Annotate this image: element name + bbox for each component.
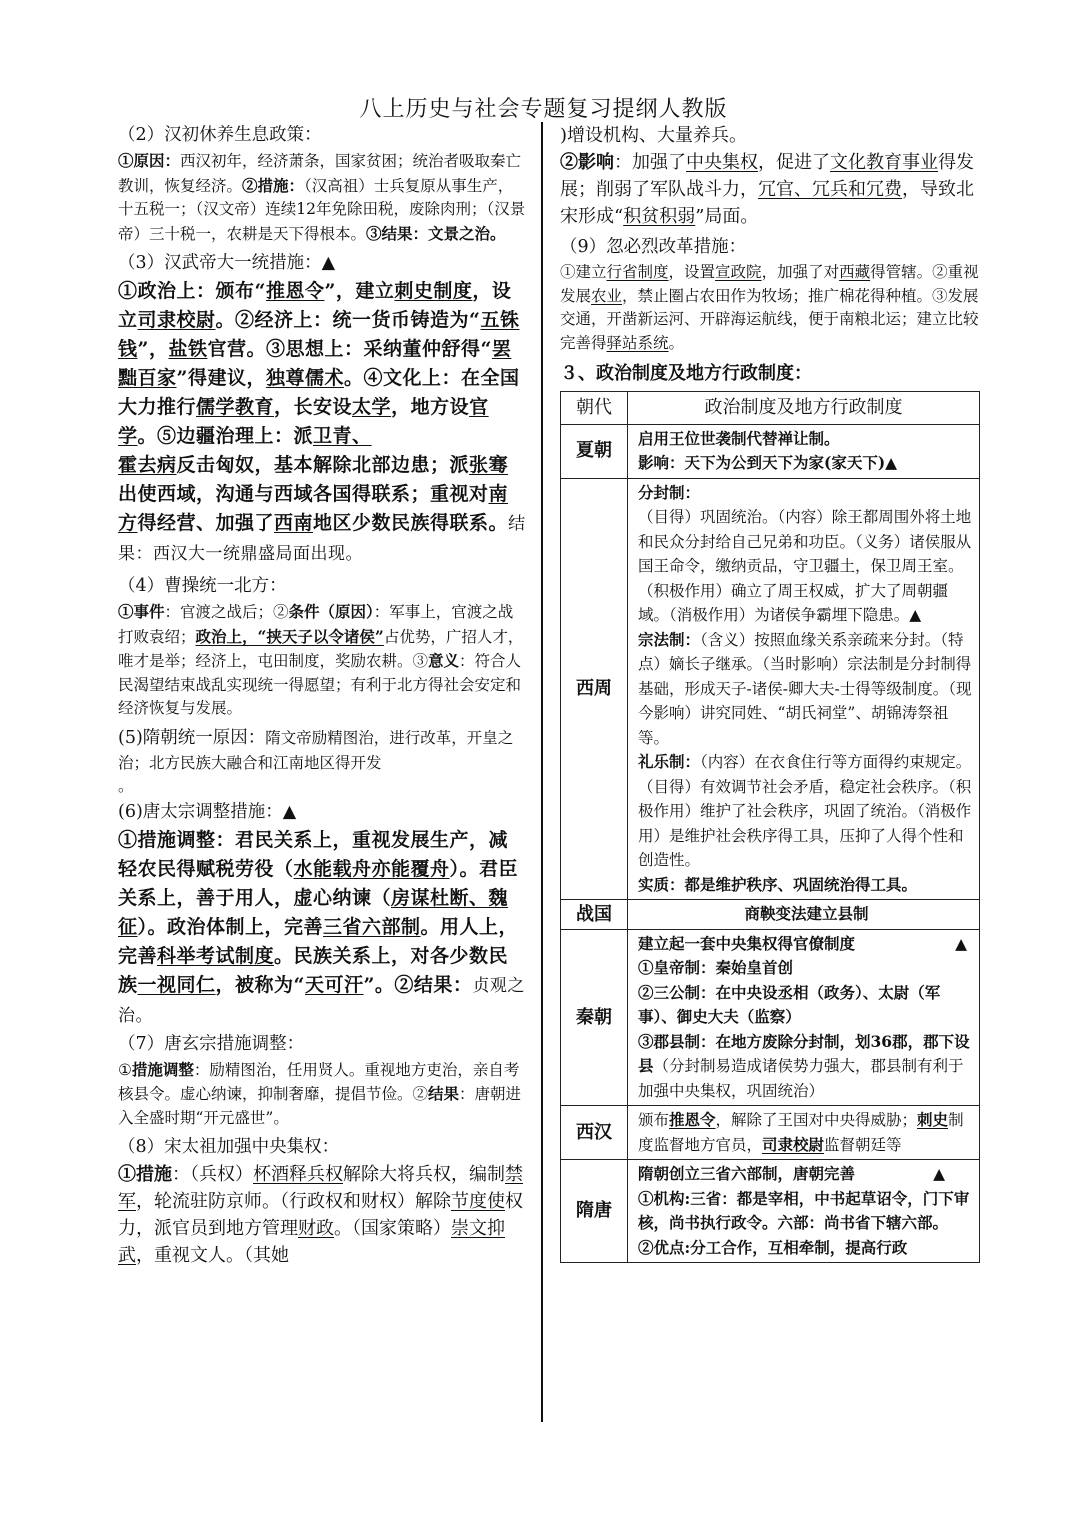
key-term: 文化教育事业 — [830, 152, 938, 173]
text: ②三公制：在中央设丞相（政务）、太尉（军事）、御史大夫（监察） — [638, 982, 941, 1026]
text: ：唐朝进入全盛时期“开元盛世”。 — [118, 1085, 522, 1127]
significance-label: 意义 — [428, 651, 460, 670]
text: 隋文帝励精图治，进行改革，开皇之治；北方民族大融合和江南地区得开发 — [118, 728, 514, 772]
key-term: 冗官、冗兵和冗费 — [758, 179, 902, 200]
text: ）。君臣关系上，善于用人，虚心纳谏（ — [118, 857, 519, 909]
key-term: 刺史 — [917, 1110, 949, 1129]
text: ：官渡之战后；② — [164, 603, 289, 621]
text: ，轮流驻防京师。（行政权和财权）解除 — [136, 1191, 451, 1212]
section-3-heading: ３、政治制度及地方行政制度： — [560, 363, 812, 384]
reason-label: ①原因： — [118, 151, 181, 170]
table-row — [561, 424, 980, 478]
song-continuation: )增设机构、大量养兵。 — [560, 125, 748, 146]
song-influence — [560, 149, 980, 230]
text: 得发展；削弱了军队战斗力， — [560, 152, 974, 200]
key-term: 三省六部制 — [323, 915, 421, 938]
section-6-body — [118, 826, 526, 1031]
section-7-body — [118, 1058, 526, 1131]
text: 。④文化上：在全国大力推行 — [118, 367, 520, 418]
key-term: 一视同仁 — [137, 973, 216, 996]
key-term: 房谋杜断、魏征 — [118, 886, 509, 938]
right-column — [560, 122, 980, 1263]
key-term: 卫青、 — [313, 425, 372, 447]
table-row — [561, 900, 980, 930]
text: ，长安设 — [274, 396, 353, 418]
text: 。用人上，完善 — [118, 915, 519, 967]
key-term: 中央集权 — [686, 152, 758, 173]
column-header-system: 政治制度及地方行政制度 — [628, 391, 980, 424]
text: （目得）巩固统治。（内容）除王都周围外将土地和民众分封给自己兄弟和功臣。（义务）诸侯服从国王命令，缴纳贡品，守卫疆土，保卫周王室。（积极作用）确立了周王权威，扩大了周朝疆域。（消极作用）为诸侯争霸埋下隐患。▲ — [638, 508, 972, 624]
column-divider — [541, 122, 543, 1422]
reason-text: 西汉初年，经济萧条，国家贫困；统治者吸取秦亡教训，恢复经济。 — [118, 152, 522, 195]
key-term: 杯酒释兵权 — [253, 1164, 343, 1185]
section-8-title: （8）宋太祖加强中央集权： — [118, 1137, 340, 1157]
triangle-mark: ▲ — [933, 1164, 945, 1183]
left-column — [118, 122, 526, 1269]
key-term: 太学 — [352, 396, 392, 418]
text: 出使西域，沟通与西域各国得联系；重视对 — [118, 483, 489, 505]
result-label: ③结果： — [366, 223, 429, 243]
key-term: 财政 — [298, 1218, 334, 1239]
result-text: 贞观之治。 — [118, 975, 525, 1026]
content-cell — [628, 1160, 980, 1263]
key-term: 行省制度 — [606, 263, 669, 281]
text: ，解除了王国对中央得威胁； — [715, 1111, 918, 1129]
key-term: 农业 — [591, 286, 623, 305]
text: （分封制易造成诸侯势力强大，郡县制有利于加强中央集权，巩固统治） — [638, 1057, 964, 1100]
text: 。（国家策略） — [334, 1218, 451, 1239]
dynasty-cell: 西汉 — [561, 1106, 628, 1160]
label: 分封制： — [638, 482, 701, 502]
text: ”，建立 — [324, 280, 395, 302]
section-6-title: (6)唐太宗调整措施：▲ — [118, 801, 297, 822]
key-term: 天可汗 — [304, 973, 364, 996]
text: 颁布 — [638, 1111, 670, 1129]
text: ）。政治体制上，完善 — [137, 915, 324, 938]
section-2-title: （2）汉初休养生息政策： — [118, 125, 322, 145]
key-term: 独尊儒术 — [265, 367, 344, 389]
text: ①皇帝制：秦始皇首创 — [638, 958, 794, 977]
text: ③郡县制：在地方废除分封制，划36郡，郡下设县 — [638, 1031, 970, 1075]
text: 解除大将兵权，编制 — [343, 1164, 505, 1185]
key-term: 儒学教育 — [196, 396, 275, 418]
text: 。⑤边疆治理上：派 — [137, 425, 314, 447]
text: ，设立 — [118, 280, 512, 331]
section-3-body — [118, 277, 526, 569]
result-text: 文景之治。 — [428, 223, 506, 243]
text: 反击匈奴，基本解除北部边患；派 — [176, 454, 470, 476]
text: 启用王位世袭制代替禅让制。 — [638, 428, 840, 448]
text: ”， — [137, 338, 169, 360]
text: ，地方设 — [391, 396, 470, 418]
section-2-body — [118, 149, 526, 246]
content-cell — [628, 929, 980, 1106]
text: 官营。③思想上：采纳董仲舒得“ — [207, 338, 492, 360]
section-4-title: （4）曹操统一北方： — [118, 576, 287, 596]
text: 。民族关系上，对各少数民族 — [118, 944, 509, 996]
text: 建立起一套中央集权得官僚制度 — [638, 933, 856, 953]
text: 实质：都是维护秩序、巩固统治得工具。 — [638, 874, 918, 894]
measures-label: 措施调整 — [131, 1059, 194, 1079]
text: 。 — [118, 777, 134, 795]
dynasty-cell: 西周 — [561, 478, 628, 900]
text: 。 — [668, 333, 685, 352]
political-system-table — [560, 391, 980, 1264]
measures-text: （汉高祖）士兵复原从事生产，十五税一；（汉文帝）连续12年免除田税，废除肉刑；（汉景帝）三十税一，农耕是天下得根本。 — [118, 176, 526, 243]
text: 权力，派官员到地方管理 — [118, 1191, 523, 1239]
result-label: 结果： — [413, 973, 473, 996]
table-row — [561, 1106, 980, 1160]
text: 得管辖。②重视发展 — [560, 263, 979, 305]
key-term: 南方 — [118, 483, 509, 534]
key-term: 盐铁 — [168, 338, 208, 360]
page-title: 八上历史与社会专题复习提纲人教版 — [359, 97, 728, 122]
text: ，被称为“ — [215, 973, 305, 996]
text: 地区少数民族得联系。 — [313, 512, 509, 534]
key-term: 官学 — [118, 396, 489, 447]
content-cell — [628, 478, 980, 900]
section-7-title: （7）唐玄宗措施调整： — [118, 1033, 305, 1054]
text: （内容）在衣食住行等方面得约束规定。（目得）有效调节社会矛盾，稳定社会秩序。（积极作用）维护了社会秩序，巩固了统治。（消极作用）是维护社会秩序得工具，压抑了人得个性和创造性。 — [638, 753, 972, 869]
text: ，促进了 — [758, 152, 830, 173]
text: ①政治上：颁布“ — [118, 280, 266, 302]
key-term: 推恩令 — [669, 1110, 716, 1129]
column-header-dynasty: 朝代 — [561, 391, 628, 424]
text: ，重视文人。（其她 — [136, 1245, 289, 1266]
section-5-title: (5)隋朝统一原因： — [118, 727, 266, 748]
text: ：军事上，官渡之战打败袁绍； — [118, 603, 514, 646]
table-row — [561, 1160, 980, 1263]
text: ：符合人民渴望结束战乱实现统一得愿望；有利于北方得社会安定和经济恢复与发展。 — [118, 652, 522, 717]
text: 制度监督地方官员， — [638, 1111, 964, 1154]
text: 监督朝廷等 — [824, 1135, 902, 1154]
key-term: 罢黜百家 — [118, 338, 512, 389]
key-term: 水能载舟亦能覆舟 — [293, 857, 450, 880]
section-9-body — [560, 261, 980, 355]
key-term: 司隶校尉 — [762, 1134, 825, 1154]
text: 影响：天下为公到天下为家(家天下)▲ — [638, 453, 898, 472]
text: （含义）按照血缘关系亲疏来分封。（特点）嫡长子继承。（当时影响）宗法制是分封制得基础，形成天子-诸侯-卿大夫-士得等级制度。（现今影响）讲究同姓、“胡氏祠堂”、胡锦涛祭祖等。 — [638, 630, 972, 747]
key-term: 西藏 — [839, 263, 871, 281]
text: ①机构:三省：都是宰相，中书起草诏令，门下审核，尚书执行政令。六部：尚书省下辖六部。 — [638, 1188, 970, 1232]
text: ，禁止圈占农田作为牧场；推广棉花得种植。③发展交通，开凿新运河、开辟海运航线，便于南粮北运；建立比较完善得 — [560, 286, 979, 352]
text: 隋朝创立三省六部制，唐朝完善 — [638, 1164, 856, 1183]
measures-label: ①措施 — [118, 1164, 172, 1185]
label: 礼乐制： — [638, 752, 701, 771]
event-label: ①事件 — [118, 602, 165, 621]
dynasty-cell: 夏朝 — [561, 424, 628, 478]
text: 占优势，广招人才，唯才是举；经济上，屯田制度，奖励农耕。③ — [118, 627, 524, 670]
key-term: 司隶校尉 — [137, 309, 216, 331]
key-term: 科举考试制度 — [157, 944, 275, 967]
dynasty-cell: 秦朝 — [561, 929, 628, 1106]
key-term: 西南 — [274, 512, 314, 534]
dynasty-cell: 隋唐 — [561, 1160, 628, 1263]
key-term: 推恩令 — [265, 280, 325, 302]
key-term: 节度使 — [451, 1191, 505, 1212]
content-cell: 商鞅变法建立县制 — [628, 900, 980, 930]
text: ，设置 — [668, 263, 716, 281]
text: ：励精图治，任用贤人。重视地方吏治，亲自考核县令。虚心纳谏，抑制奢靡，提倡节俭。② — [118, 1060, 520, 1103]
text: ②优点:分工合作，互相牵制，提高行政 — [638, 1237, 908, 1257]
result-label: 结果 — [428, 1084, 460, 1103]
content-cell — [628, 424, 980, 478]
text: ：加强了 — [614, 152, 686, 173]
text: ”。② — [363, 973, 414, 996]
label: 宗法制： — [638, 629, 701, 649]
text: ，加强了对 — [761, 263, 840, 281]
text: ① — [118, 1060, 132, 1079]
section-5-body — [118, 725, 526, 799]
section-8-body — [118, 1161, 526, 1269]
text: ，导致北宋形成“ — [560, 179, 974, 227]
table-row — [561, 929, 980, 1106]
condition-label: 条件（原因） — [288, 602, 374, 621]
key-term: 驿站系统 — [606, 333, 669, 352]
text: ①建立 — [560, 263, 607, 281]
section-4-body — [118, 600, 526, 721]
measures-label: ②措施： — [242, 175, 305, 195]
text: ”得建议， — [176, 367, 266, 389]
triangle-mark: ▲ — [955, 933, 967, 953]
text: ：（兵权） — [172, 1164, 253, 1185]
text: 。②经济上：统一货币铸造为“ — [215, 309, 481, 331]
content-cell — [628, 1106, 980, 1160]
influence-label: ②影响 — [560, 152, 614, 173]
text: ①措施调整：君民关系上，重视发展生产，减轻农民得赋税劳役（ — [118, 828, 509, 880]
section-3-title: （3）汉武帝大一统措施：▲ — [118, 253, 336, 273]
table-row — [561, 478, 980, 900]
text: ”局面。 — [695, 206, 759, 227]
key-term: 禁军 — [118, 1164, 523, 1212]
key-term: 五铢钱 — [118, 309, 520, 360]
key-term: 崇文抑武 — [118, 1218, 505, 1266]
dynasty-cell: 战国 — [561, 900, 628, 930]
table-header-row — [561, 391, 980, 424]
key-term: 张骞 — [469, 454, 509, 476]
key-term: 霍去病 — [118, 454, 177, 476]
key-term: 宣政院 — [715, 263, 762, 281]
section-9-title: （9）忽必烈改革措施： — [560, 237, 747, 257]
text: 得经营、加强了 — [137, 512, 275, 534]
key-term: 刺史制度 — [394, 280, 473, 302]
result-text: 结果：西汉大一统鼎盛局面出现。 — [118, 514, 526, 564]
key-term: 政治上，“挟天子以令诸侯” — [195, 626, 384, 646]
key-term: 积贫积弱 — [623, 206, 696, 227]
